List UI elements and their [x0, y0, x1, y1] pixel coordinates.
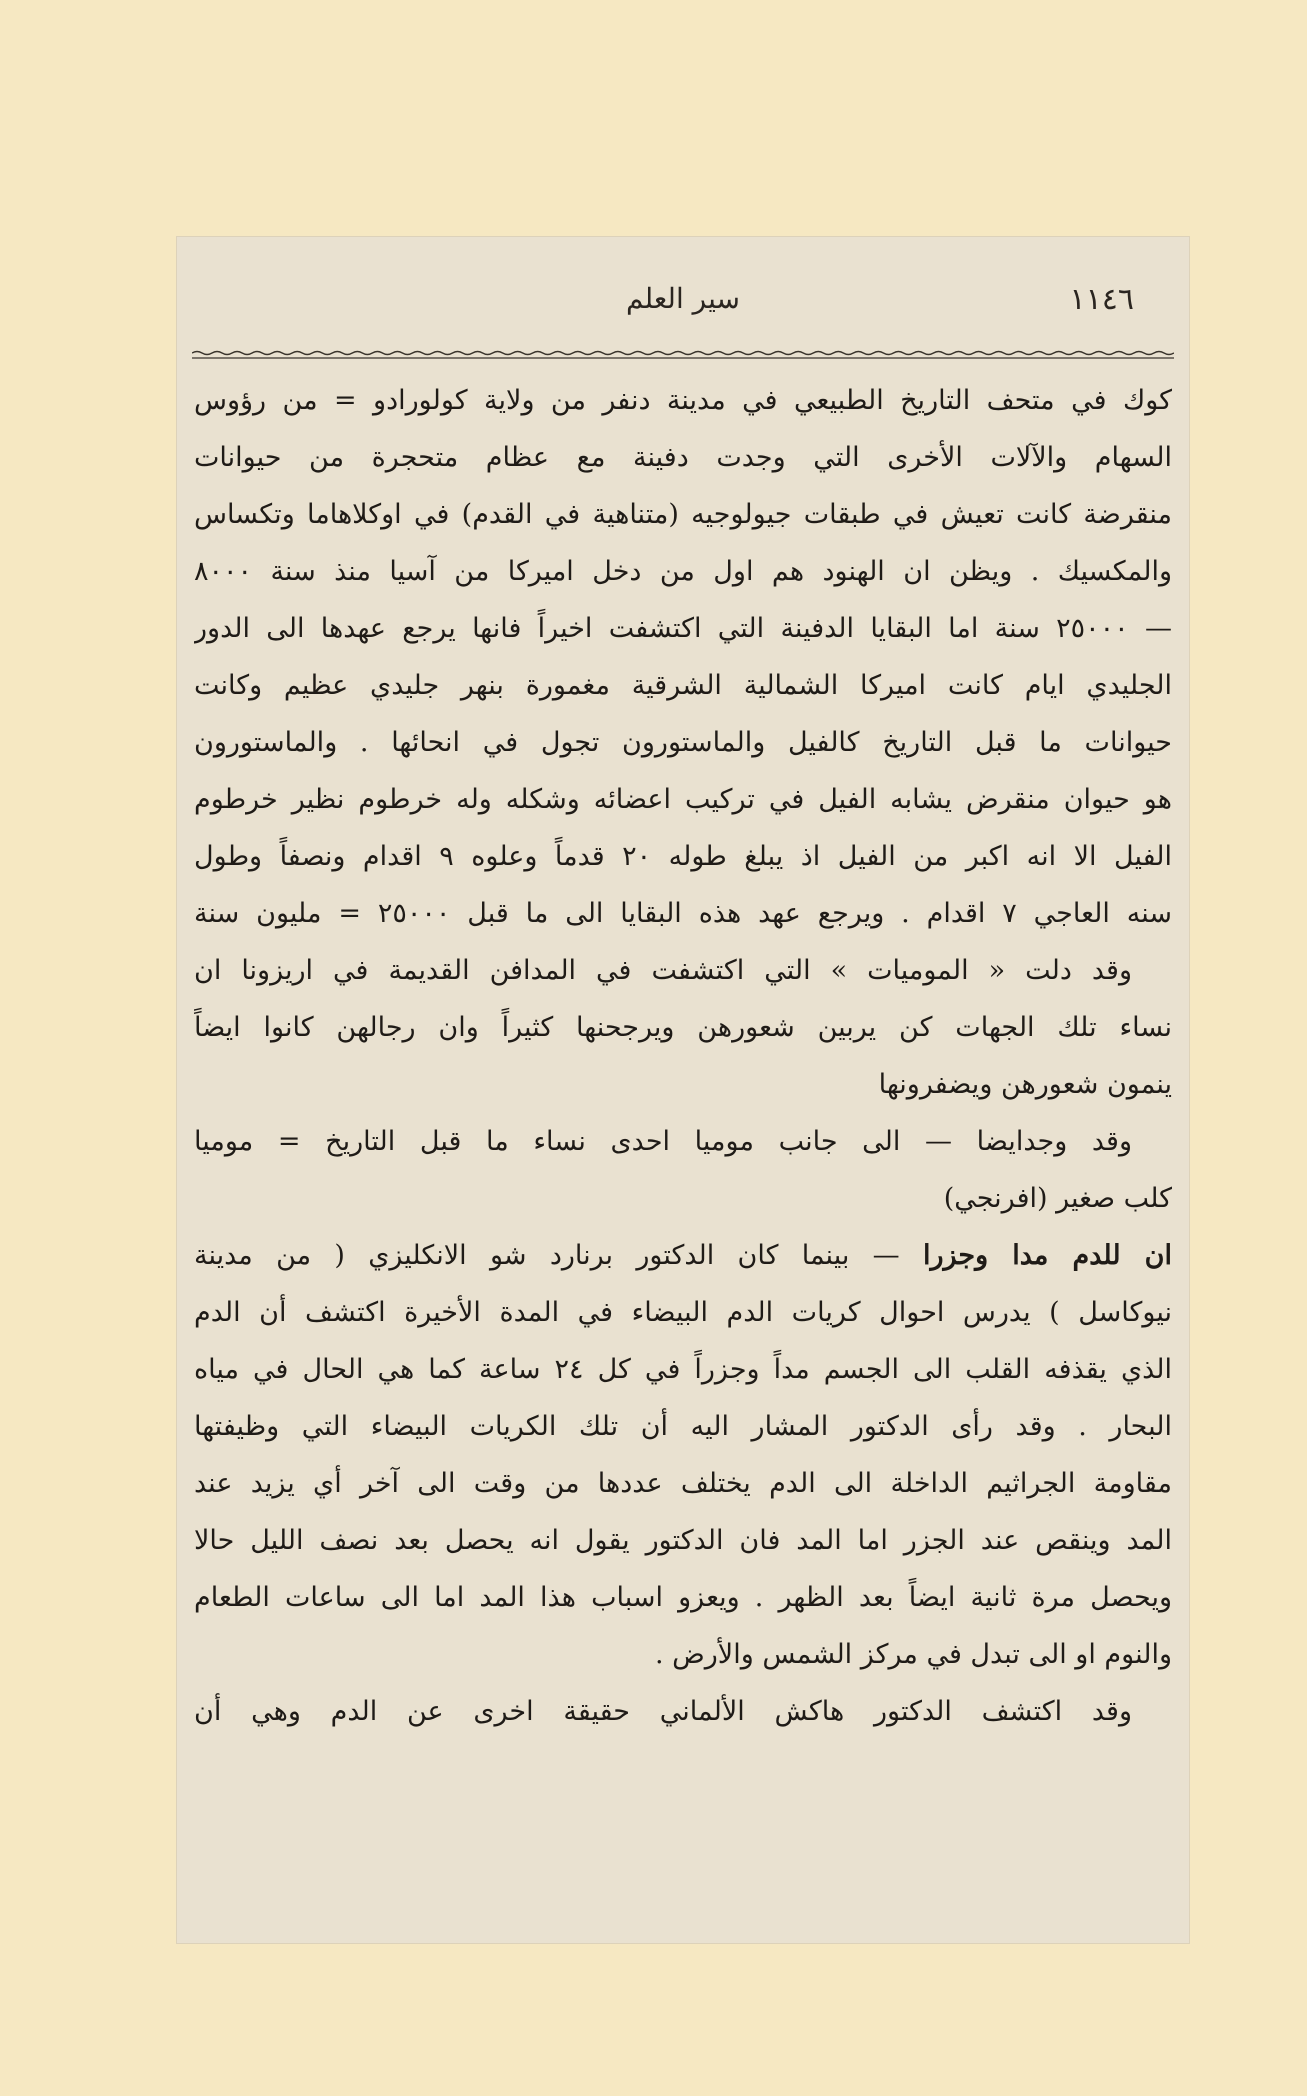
text-line — [194, 1056, 1172, 1113]
text-line-content: السهام والآلات الأخرى التي وجدت دفينة مع عظام متحجرة من حيوانات — [194, 442, 1172, 473]
text-line-content: منقرضة كانت تعيش في طبقات جيولوجيه (متناهية في القدم) في اوكلاهاما وتكساس — [194, 499, 1172, 530]
book-page — [176, 236, 1190, 1944]
text-line-content: الفيل الا انه اكبر من الفيل اذ يبلغ طوله ٢٠ قدماً وعلوه ٩ اقدام ونصفاً وطول — [194, 841, 1172, 872]
header-rule — [192, 350, 1174, 360]
text-line — [194, 885, 1172, 942]
text-line-content: المد وينقص عند الجزر اما المد فان الدكتور يقول انه يحصل بعد نصف الليل حالا — [194, 1525, 1172, 1556]
text-line — [194, 1341, 1172, 1398]
article-body — [194, 372, 1172, 1740]
text-line-content: كوك في متحف التاريخ الطبيعي في مدينة دنفر من ولاية كولورادو = من رؤوس — [194, 385, 1172, 416]
text-line-content: — ٢٥٠٠٠ سنة اما البقايا الدفينة التي اكتشفت اخيراً فانها يرجع عهدها الى الدور — [194, 613, 1172, 644]
text-line — [194, 999, 1172, 1056]
text-line-content: وقد دلت « الموميات » التي اكتشفت في المدافن القديمة في اريزونا ان — [194, 955, 1132, 986]
page-header — [196, 282, 1170, 328]
text-line — [194, 1683, 1172, 1740]
text-line — [194, 942, 1172, 999]
running-title: سير العلم — [626, 282, 740, 315]
text-line — [194, 1170, 1172, 1227]
text-line-content: الجليدي ايام كانت اميركا الشمالية الشرقية مغمورة بنهر جليدي عظيم وكانت — [194, 670, 1172, 701]
text-line-content: نيوكاسل ) يدرس احوال كريات الدم البيضاء في المدة الأخيرة اكتشف أن الدم — [194, 1297, 1172, 1328]
text-line — [194, 1113, 1172, 1170]
text-line — [194, 771, 1172, 828]
text-line — [194, 657, 1172, 714]
text-line — [194, 1284, 1172, 1341]
text-line-content: والنوم او الى تبدل في مركز الشمس والأرض . — [654, 1639, 1172, 1670]
text-line-content: سنه العاجي ٧ اقدام . ويرجع عهد هذه البقايا الى ما قبل ٢٥٠٠٠ = مليون سنة — [194, 898, 1172, 929]
text-line — [194, 372, 1172, 429]
text-line-content: مقاومة الجراثيم الداخلة الى الدم يختلف عددها من وقت الى آخر أي يزيد عند — [194, 1468, 1172, 1499]
text-line — [194, 1569, 1172, 1626]
text-line-content: هو حيوان منقرض يشابه الفيل في تركيب اعضائه وشكله وله خرطوم نظير خرطوم — [194, 784, 1172, 815]
text-line-content: والمكسيك . ويظن ان الهنود هم اول من دخل اميركا من آسيا منذ سنة ٨٠٠٠ — [194, 556, 1172, 587]
text-line — [194, 714, 1172, 771]
text-line — [194, 828, 1172, 885]
text-line-content: ينمون شعورهن ويضفرونها — [878, 1069, 1172, 1100]
text-line — [194, 486, 1172, 543]
text-line-content: كلب صغير (افرنجي) — [943, 1183, 1172, 1214]
text-line — [194, 1512, 1172, 1569]
text-line-content: نساء تلك الجهات كن يربين شعورهن ويرجحنها كثيراً وان رجالهن كانوا ايضاً — [194, 1012, 1172, 1043]
text-line — [194, 1227, 1172, 1284]
text-line-content: البحار . وقد رأى الدكتور المشار اليه أن تلك الكريات البيضاء التي وظيفتها — [194, 1411, 1172, 1442]
page-number: ١١٤٦ — [1069, 282, 1134, 317]
text-line-content: وقد اكتشف الدكتور هاكش الألماني حقيقة اخرى عن الدم وهي أن — [194, 1696, 1132, 1727]
section-heading: ان للدم مدا وجزرا — [922, 1240, 1172, 1271]
text-line-content: الذي يقذفه القلب الى الجسم مداً وجزراً في كل ٢٤ ساعة كما هي الحال في مياه — [194, 1354, 1172, 1385]
text-line-content: وقد وجدايضا — الى جانب موميا احدى نساء ما قبل التاريخ = موميا — [194, 1126, 1132, 1157]
text-line — [194, 1626, 1172, 1683]
text-line — [194, 543, 1172, 600]
text-line-content: — بينما كان الدكتور برنارد شو الانكليزي ( من مدينة — [194, 1240, 923, 1271]
text-line-content: حيوانات ما قبل التاريخ كالفيل والماستورون تجول في انحائها . والماستورون — [194, 727, 1172, 758]
text-line — [194, 1398, 1172, 1455]
text-line-content: ويحصل مرة ثانية ايضاً بعد الظهر . ويعزو اسباب هذا المد اما الى ساعات الطعام — [194, 1582, 1172, 1613]
text-line — [194, 1455, 1172, 1512]
text-line — [194, 600, 1172, 657]
text-line — [194, 429, 1172, 486]
